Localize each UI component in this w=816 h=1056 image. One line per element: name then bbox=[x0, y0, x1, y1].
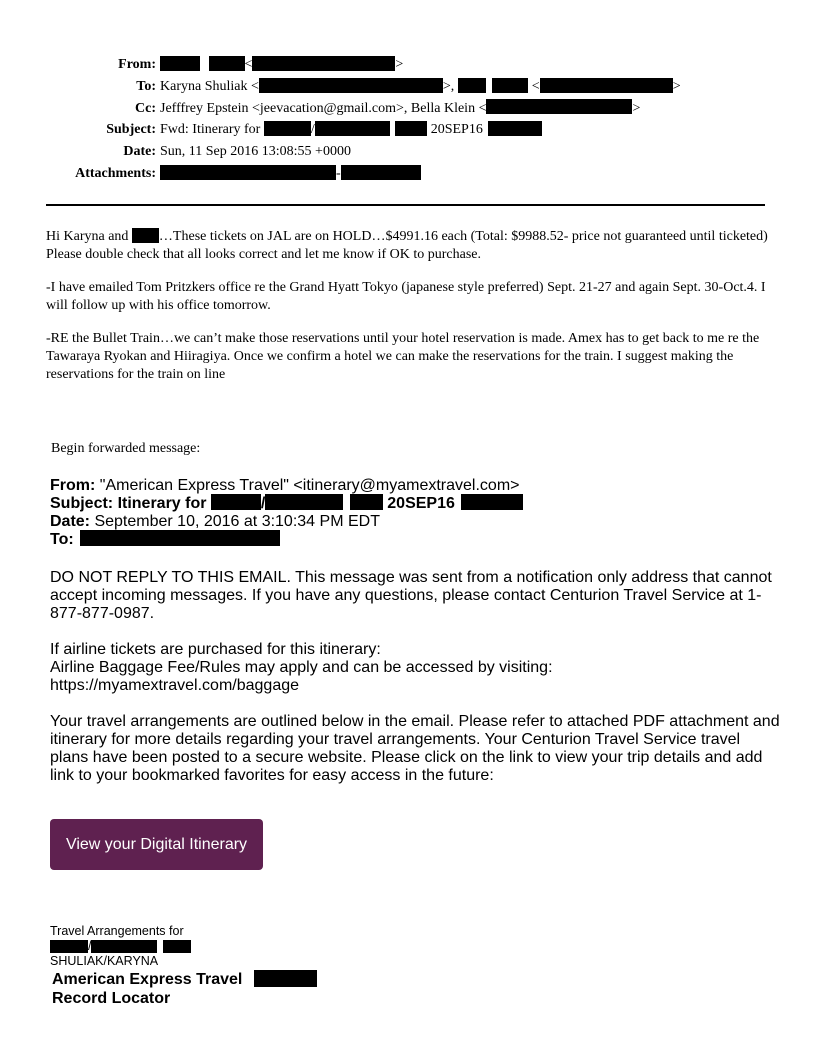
to-sep: >, bbox=[442, 78, 458, 94]
redaction-box bbox=[492, 78, 528, 93]
fwd-to-row: To: bbox=[50, 531, 780, 549]
fwd-from-row: From: "American Express Travel" <itinerary@myamextravel.com> bbox=[50, 477, 520, 494]
redaction-box bbox=[80, 530, 280, 546]
subject-date: 20SEP16 bbox=[430, 122, 483, 138]
traveler-name: SHULIAK/KARYNA bbox=[50, 954, 159, 968]
redaction-box bbox=[265, 494, 343, 510]
cc-value: Jefffrey Epstein <jeevacation@gmail.com>, Bella Klein < bbox=[160, 100, 487, 116]
email-header bbox=[0, 54, 816, 185]
fwd-date-row: Date: September 10, 2016 at 3:10:34 PM EDT bbox=[50, 513, 380, 530]
cc-gt: > bbox=[632, 100, 641, 116]
subject-slash: / bbox=[310, 122, 315, 138]
fwd-subject-row: Subject: Itinerary for / 20SEP16 bbox=[50, 495, 780, 513]
attachments-dash: - bbox=[336, 165, 341, 181]
header-from-row bbox=[0, 54, 816, 76]
from-gt: > bbox=[395, 57, 404, 72]
header-cc-row bbox=[0, 98, 816, 120]
subject-label: Subject: bbox=[106, 122, 156, 138]
header-date-row bbox=[0, 141, 816, 163]
attachments-label: Attachments: bbox=[75, 165, 156, 181]
attachment-redaction bbox=[341, 165, 421, 180]
redaction-box bbox=[395, 121, 427, 136]
redaction-box bbox=[350, 494, 383, 510]
redaction-box bbox=[461, 494, 523, 510]
redaction-box bbox=[264, 121, 311, 136]
baggage-paragraph: If airline tickets are purchased for this itinerary: Airline Baggage Fee/Rules may apply and can be accessed by visiting: https://myamextravel.com/baggage bbox=[50, 641, 553, 694]
from-label: From: bbox=[118, 57, 156, 72]
redaction-box bbox=[486, 99, 632, 114]
notice-paragraph: DO NOT REPLY TO THIS EMAIL. This message was sent from a notification only address that cannot accept incoming messages. If you have any questions, please contact Centurion Travel Service at 1-877-877-0987. bbox=[50, 569, 772, 622]
view-digital-itinerary-button[interactable]: View your Digital Itinerary bbox=[50, 819, 263, 870]
amex-title: American Express Travel bbox=[52, 971, 243, 988]
forwarded-intro: Begin forwarded message: bbox=[51, 441, 201, 456]
date-value: Sun, 11 Sep 2016 13:08:55 +0000 bbox=[160, 144, 351, 160]
to-gt: > bbox=[672, 78, 681, 94]
cc-label: Cc: bbox=[135, 100, 156, 116]
forwarded-header bbox=[50, 477, 780, 549]
redaction-box bbox=[211, 494, 261, 510]
arrangements-paragraph: Your travel arrangements are outlined below in the email. Please refer to attached PDF attachment and itinerary for more details regarding your travel arrangements. Your Centurion Travel Service travel plans have been posted to a secure website. Please click on the link to view your trip details and add link to your bookmarked favorites for easy access in the future: bbox=[50, 713, 780, 784]
attachment-redaction bbox=[160, 165, 336, 180]
redaction-box bbox=[163, 940, 191, 953]
record-locator-block bbox=[52, 970, 317, 1008]
header-to-row bbox=[0, 76, 816, 98]
redaction-box bbox=[254, 970, 317, 987]
record-locator-label: Record Locator bbox=[52, 990, 171, 1007]
date-label: Date: bbox=[123, 144, 156, 160]
subject-value: Fwd: Itinerary for bbox=[160, 122, 264, 138]
redaction-box bbox=[540, 78, 673, 93]
travel-arrangements: Travel Arrangements for / SHULIAK/KARYNA bbox=[50, 924, 191, 969]
redaction-box bbox=[91, 940, 157, 953]
header-attachments-row bbox=[0, 163, 816, 185]
redaction-box bbox=[252, 56, 395, 71]
email-body bbox=[46, 228, 771, 399]
header-subject-row bbox=[0, 119, 816, 141]
to-value-name: Karyna Shuliak < bbox=[160, 78, 259, 94]
redaction-box bbox=[488, 121, 542, 136]
body-paragraph: Hi Karyna and …These tickets on JAL are on HOLD…$4991.16 each (Total: $9988.52- price not guaranteed until ticketed) Please double check that all looks correct and let me know if OK to purchase. bbox=[46, 229, 768, 262]
redaction-box bbox=[315, 121, 390, 136]
redaction-box bbox=[132, 228, 159, 243]
to-lt: < bbox=[528, 78, 540, 94]
baggage-link[interactable]: https://myamextravel.com/baggage bbox=[50, 677, 300, 694]
travel-arrangements-label: Travel Arrangements for bbox=[50, 924, 184, 938]
redaction-box bbox=[50, 940, 88, 953]
body-paragraph: -I have emailed Tom Pritzkers office re the Grand Hyatt Tokyo (japanese style preferred) Sept. 21-27 and again Sept. 30-Oct.4. I will follow up with his office tomorrow. bbox=[46, 280, 766, 313]
body-paragraph: -RE the Bullet Train…we can’t make those reservations until your hotel reservation is made. Amex has to get back to me re the Tawaraya Ryokan and Hiiragiya. Once we confirm a hotel we can make the reservations for the train. I suggest making the reservations for the train on line bbox=[46, 331, 760, 382]
forwarded-message bbox=[50, 477, 780, 803]
redaction-box bbox=[160, 56, 200, 71]
redaction-box bbox=[259, 78, 443, 93]
redaction-box bbox=[209, 56, 245, 71]
header-divider bbox=[46, 204, 765, 206]
redaction-box bbox=[458, 78, 486, 93]
to-label: To: bbox=[136, 78, 156, 94]
from-lt: < bbox=[244, 57, 253, 72]
